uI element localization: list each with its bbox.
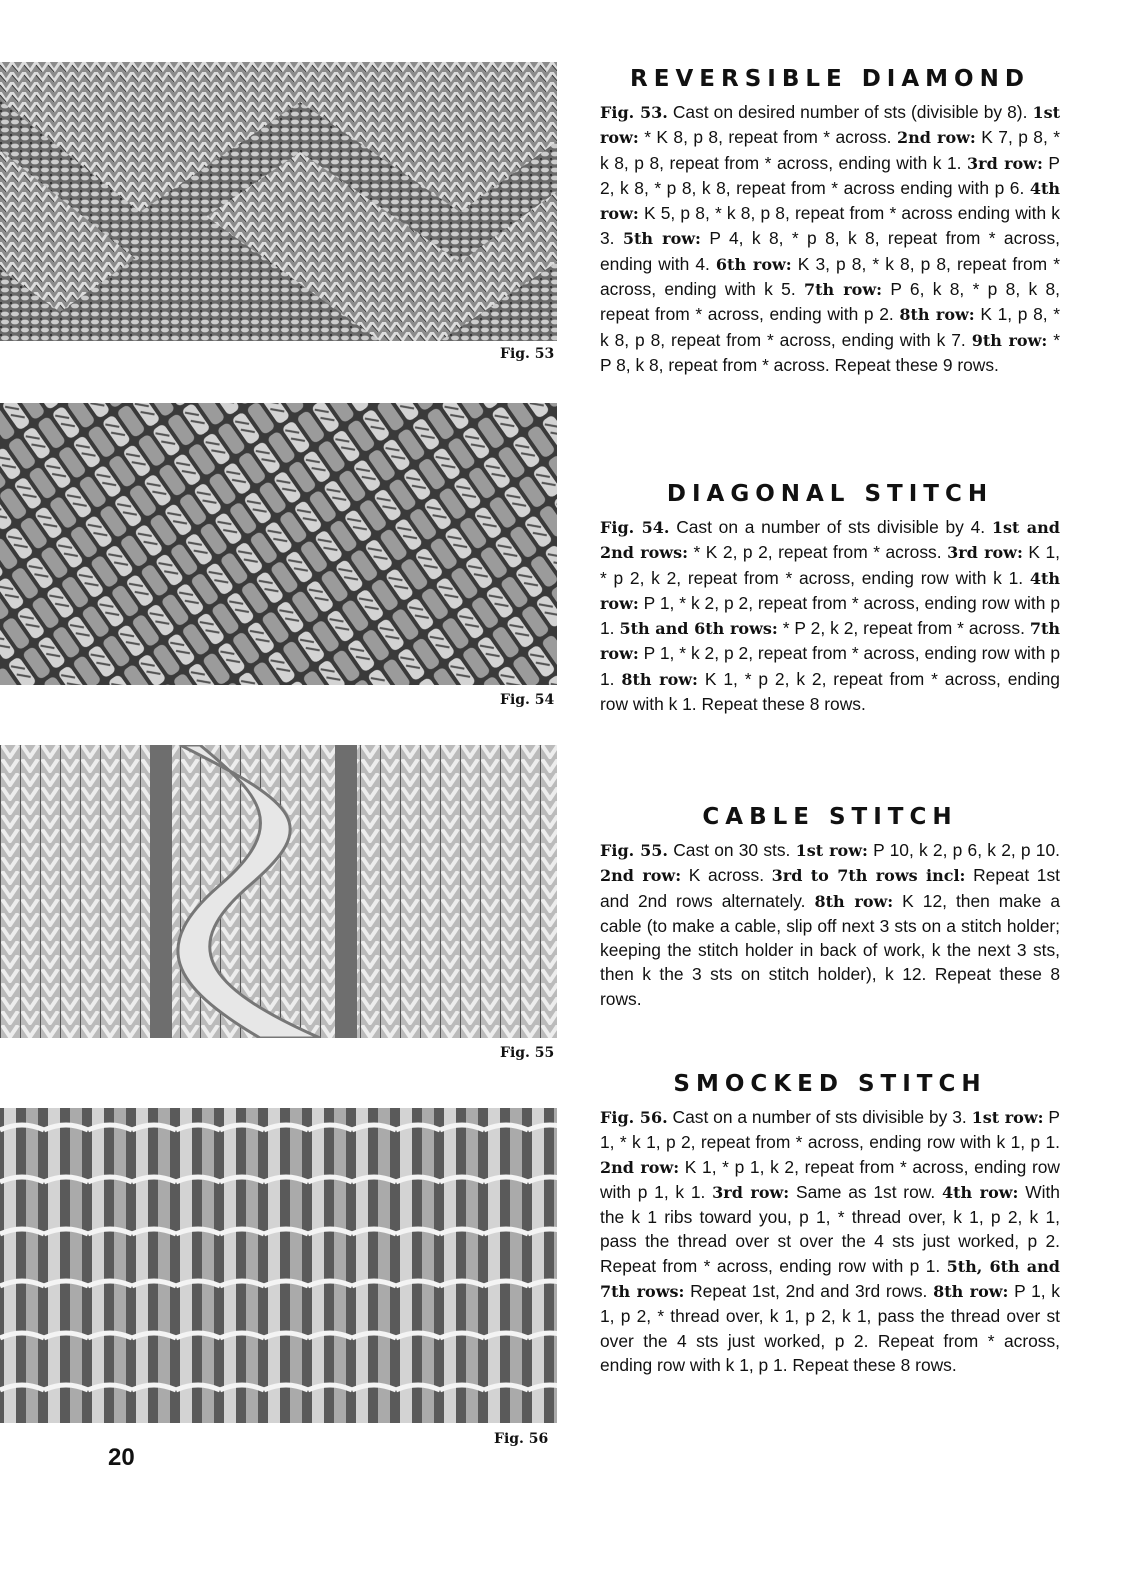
- row-label: 4th row:: [600, 178, 1060, 224]
- row-label: 8th row:: [933, 1282, 1009, 1302]
- section-body: Fig. 56. Cast on a number of sts divisible by 3. 1st row: P 1, * k 1, p 2, repeat from * across, ending row with k 1, p 1. 2nd row: K 1, * p 1, k 2, repeat from * across, ending row with p 1, k 1. 3rd row: Same as 1st row. 4th row: With the k 1 ribs toward you, p 1, * thread over, k 1, p 2, k 1, pass the thread over st over the 4 sts just worked, p 2. Repeat from * across, ending row with p 1. 5th, 6th and 7th rows: Repeat 1st, 2nd and 3rd rows. 8th row: P 1, k 1, p 2, * thread over, k 1, p 2, k 1, pass the thread over st over the 4 sts just worked, p 2. Repeat from * across, ending row with k 1, p 1. Repeat these 8 rows.: [600, 1107, 1061, 1375]
- row-label: Fig. 54.: [600, 518, 670, 537]
- row-label: 1st row:: [600, 103, 1060, 148]
- section-body: Fig. 55. Cast on 30 sts. 1st row: P 10, k 2, p 6, k 2, p 10. 2nd row: K across. 3rd to 7th rows incl: Repeat 1st and 2nd rows alternately. 8th row: K 12, then make a cable (to make a cable, slip off next 3 sts on a stitch holder; keeping the stitch holder in back of work, k the next 3 sts, then k the 3 sts on stitch holder), k 12. Repeat these 8 rows.: [600, 840, 1060, 1009]
- reversible-diamond-swatch: [0, 62, 557, 341]
- section-smocked-stitch: [600, 1071, 1060, 1377]
- fig-56-photo: [0, 1108, 557, 1423]
- row-label: 2nd row:: [600, 1157, 680, 1177]
- row-label: 9th row:: [971, 330, 1048, 350]
- row-label: 4th row:: [941, 1182, 1019, 1202]
- section-cable-stitch: [600, 804, 1060, 1011]
- row-label: Fig. 56.: [600, 1108, 668, 1127]
- row-label: 3rd row:: [712, 1182, 790, 1202]
- row-label: 3rd row:: [947, 543, 1023, 563]
- fig-53-label: Fig. 53: [500, 346, 555, 362]
- cable-stitch-swatch: [0, 745, 557, 1038]
- row-label: 1st and 2nd rows:: [600, 518, 1060, 563]
- fig-54-label: Fig. 54: [500, 692, 555, 708]
- section-body: Fig. 54. Cast on a number of sts divisible by 4. 1st and 2nd rows: * K 2, p 2, repeat from * across. 3rd row: K 1, * p 2, k 2, repeat from * across, ending row with k 1. 4th row: P 1, * k 2, p 2, repeat from * across, ending row with p 1. 5th and 6th rows: * P 2, k 2, repeat from * across. 7th row: P 1, * k 2, p 2, repeat from * across, ending row with p 1. 8th row: K 1, * p 2, k 2, repeat from * across, ending row with k 1. Repeat these 8 rows.: [600, 517, 1061, 715]
- section-body: Fig. 53. Cast on desired number of sts (divisible by 8). 1st row: * K 8, p 8, repeat from * across. 2nd row: K 7, p 8, * k 8, p 8, repeat from * across, ending with k 1. 3rd row: P 2, k 8, * p 8, k 8, repeat from * across ending with p 6. 4th row: K 5, p 8, * k 8, p 8, repeat from * across ending with k 3. 5th row: P 4, k 8, * p 8, k 8, repeat from * across, ending with 4. 6th row: K 3, p 8, * k 8, p 8, repeat from * across, ending with k 5. 7th row: P 6, k 8, * p 8, k 8, repeat from * across, ending with p 2. 8th row: K 1, p 8, * k 8, p 8, repeat from * across, ending with k 7. 9th row: * P 8, k 8, repeat from * across. Repeat these 9 rows.: [600, 102, 1060, 375]
- fig-54-photo: [0, 403, 557, 685]
- row-label: 5th, 6th and 7th rows:: [600, 1256, 1060, 1302]
- section-heading: CABLE STITCH: [702, 804, 958, 830]
- fig-55-label: Fig. 55: [500, 1045, 555, 1061]
- page-number: 20: [108, 1444, 135, 1471]
- row-label: 4th row:: [600, 568, 1060, 613]
- row-label: Fig. 53.: [600, 103, 668, 122]
- section-heading: SMOCKED STITCH: [673, 1071, 987, 1097]
- row-label: 6th row:: [715, 254, 792, 274]
- row-label: 8th row:: [621, 669, 698, 689]
- row-label: 1st row:: [795, 841, 868, 860]
- row-label: 7th row:: [804, 280, 882, 300]
- section-heading: DIAGONAL STITCH: [666, 481, 994, 507]
- row-label: Fig. 55.: [600, 841, 668, 860]
- section-diagonal-stitch: [600, 481, 1060, 716]
- row-label: 1st row:: [971, 1108, 1044, 1127]
- row-label: 8th row:: [814, 891, 894, 911]
- row-label: 3rd to 7th rows incl:: [771, 866, 966, 886]
- smocked-stitch-swatch: [0, 1108, 557, 1423]
- row-label: 2nd row:: [896, 128, 976, 148]
- fig-53-photo: [0, 62, 557, 341]
- section-heading: REVERSIBLE DIAMOND: [630, 66, 1030, 92]
- diagonal-stitch-swatch: [0, 403, 557, 685]
- row-label: 5th and 6th rows:: [619, 619, 778, 639]
- row-label: 5th row:: [622, 229, 701, 249]
- fig-55-photo: [0, 745, 557, 1038]
- section-reversible-diamond: [600, 66, 1060, 377]
- fig-56-label: Fig. 56: [494, 1431, 549, 1447]
- row-label: 8th row:: [899, 305, 975, 325]
- row-label: 2nd row:: [600, 866, 682, 886]
- row-label: 7th row:: [600, 619, 1061, 664]
- row-label: 3rd row:: [967, 153, 1043, 173]
